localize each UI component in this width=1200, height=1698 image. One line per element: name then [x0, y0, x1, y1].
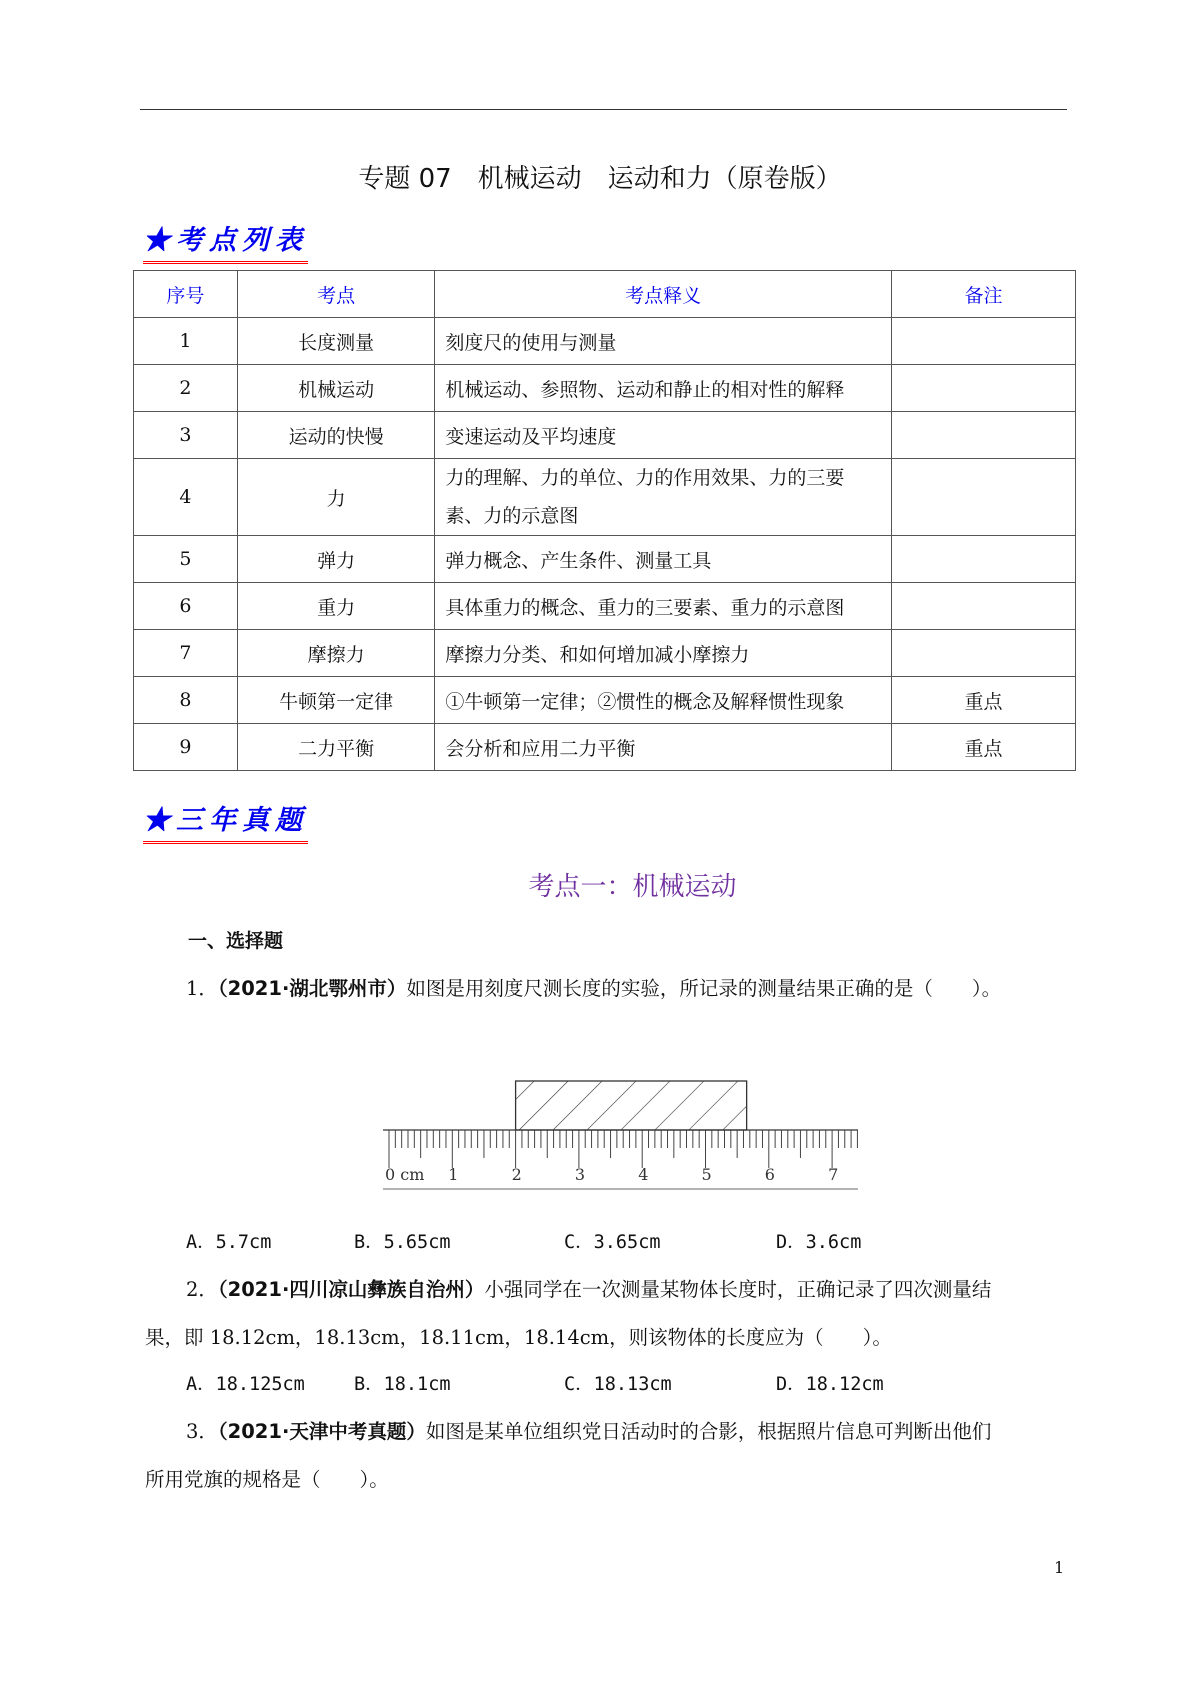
table-cell: 3	[134, 412, 238, 459]
option-d[interactable]: D．3.6cm	[776, 1232, 862, 1253]
table-cell: 二力平衡	[237, 724, 434, 771]
table-row	[134, 536, 1076, 583]
column-header: 序号	[134, 271, 238, 318]
option-b[interactable]: B．18.1cm	[354, 1374, 451, 1395]
table-row	[134, 677, 1076, 724]
key-points-table	[133, 270, 1076, 771]
column-header: 考点	[237, 271, 434, 318]
table-cell: 5	[134, 536, 238, 583]
page-title: 专题 07 机械运动 运动和力（原卷版）	[358, 164, 842, 194]
ruler-label: 6	[764, 1165, 775, 1184]
table-cell: 7	[134, 630, 238, 677]
table-cell: ①牛顿第一定律；②惯性的概念及解释惯性现象	[435, 677, 892, 724]
ruler-label: 2	[511, 1165, 522, 1184]
option-c[interactable]: C．3.65cm	[564, 1232, 661, 1253]
table-row	[134, 630, 1076, 677]
table-row	[134, 724, 1076, 771]
table-cell: 牛顿第一定律	[237, 677, 434, 724]
table-cell: 力的理解、力的单位、力的作用效果、力的三要素、力的示意图	[435, 459, 892, 536]
table-cell: 机械运动、参照物、运动和静止的相对性的解释	[435, 365, 892, 412]
table-cell	[892, 583, 1076, 630]
table-cell	[892, 536, 1076, 583]
option-d[interactable]: D．18.12cm	[776, 1374, 884, 1395]
table-cell	[892, 365, 1076, 412]
ruler-figure	[380, 1065, 880, 1195]
question-3: 3．（2021·天津中考真题）如图是某单位组织党日活动时的合影，根据照片信息可判断出他们	[186, 1420, 992, 1443]
option-b[interactable]: B．5.65cm	[354, 1232, 451, 1253]
table-row	[134, 459, 1076, 536]
table-row	[134, 365, 1076, 412]
table-cell: 摩擦力分类、和如何增加减小摩擦力	[435, 630, 892, 677]
option-a[interactable]: A．5.7cm	[186, 1232, 272, 1253]
table-row	[134, 318, 1076, 365]
table-cell: 重力	[237, 583, 434, 630]
question-2-cont: 果，即 18.12cm，18.13cm，18.11cm，18.14cm，则该物体的长度应为（ ）。	[145, 1326, 892, 1349]
table-cell: 摩擦力	[237, 630, 434, 677]
table-cell: 机械运动	[237, 365, 434, 412]
table-cell	[892, 412, 1076, 459]
table-cell: 9	[134, 724, 238, 771]
question-1: 1．（2021·湖北鄂州市）如图是用刻度尺测长度的实验，所记录的测量结果正确的是（ ）。	[186, 977, 1002, 1000]
column-header: 考点释义	[435, 271, 892, 318]
table-cell: 刻度尺的使用与测量	[435, 318, 892, 365]
option-a[interactable]: A．18.125cm	[186, 1374, 305, 1395]
table-cell: 6	[134, 583, 238, 630]
section-heading-past-exams: ★三年真题	[143, 798, 308, 844]
ruler-label: 3	[574, 1165, 586, 1184]
option-c[interactable]: C．18.13cm	[564, 1374, 672, 1395]
table-cell	[892, 318, 1076, 365]
ruler-label: 7	[828, 1165, 839, 1184]
table-cell: 运动的快慢	[237, 412, 434, 459]
table-cell: 重点	[892, 724, 1076, 771]
table-cell: 4	[134, 459, 238, 536]
ruler-label: 4	[638, 1165, 649, 1184]
page-number: 1	[1054, 1558, 1065, 1577]
table-cell: 力	[237, 459, 434, 536]
table-cell: 重点	[892, 677, 1076, 724]
ruler-label: 1	[448, 1165, 459, 1184]
table-cell: 具体重力的概念、重力的三要素、重力的示意图	[435, 583, 892, 630]
header-rule	[140, 109, 1067, 110]
table-cell: 1	[134, 318, 238, 365]
ruler-label: 5	[701, 1165, 712, 1184]
section-heading-key-points: ★考点列表	[143, 218, 308, 264]
table-cell: 弹力	[237, 536, 434, 583]
table-cell	[892, 459, 1076, 536]
table-cell: 长度测量	[237, 318, 434, 365]
ruler-label: 0 cm	[385, 1165, 425, 1184]
table-cell: 会分析和应用二力平衡	[435, 724, 892, 771]
table-cell: 弹力概念、产生条件、测量工具	[435, 536, 892, 583]
measured-object	[516, 1081, 747, 1130]
question-2: 2．（2021·四川凉山彝族自治州）小强同学在一次测量某物体长度时，正确记录了四次测量结	[186, 1278, 992, 1301]
table-cell: 变速运动及平均速度	[435, 412, 892, 459]
table-row	[134, 583, 1076, 630]
table-row	[134, 412, 1076, 459]
table-cell: 8	[134, 677, 238, 724]
column-header: 备注	[892, 271, 1076, 318]
table-cell: 2	[134, 365, 238, 412]
table-cell	[892, 630, 1076, 677]
question-3-cont: 所用党旗的规格是（ ）。	[145, 1468, 389, 1491]
part-heading: 一、选择题	[188, 930, 284, 952]
topic-subtitle: 考点一：机械运动	[528, 872, 737, 902]
